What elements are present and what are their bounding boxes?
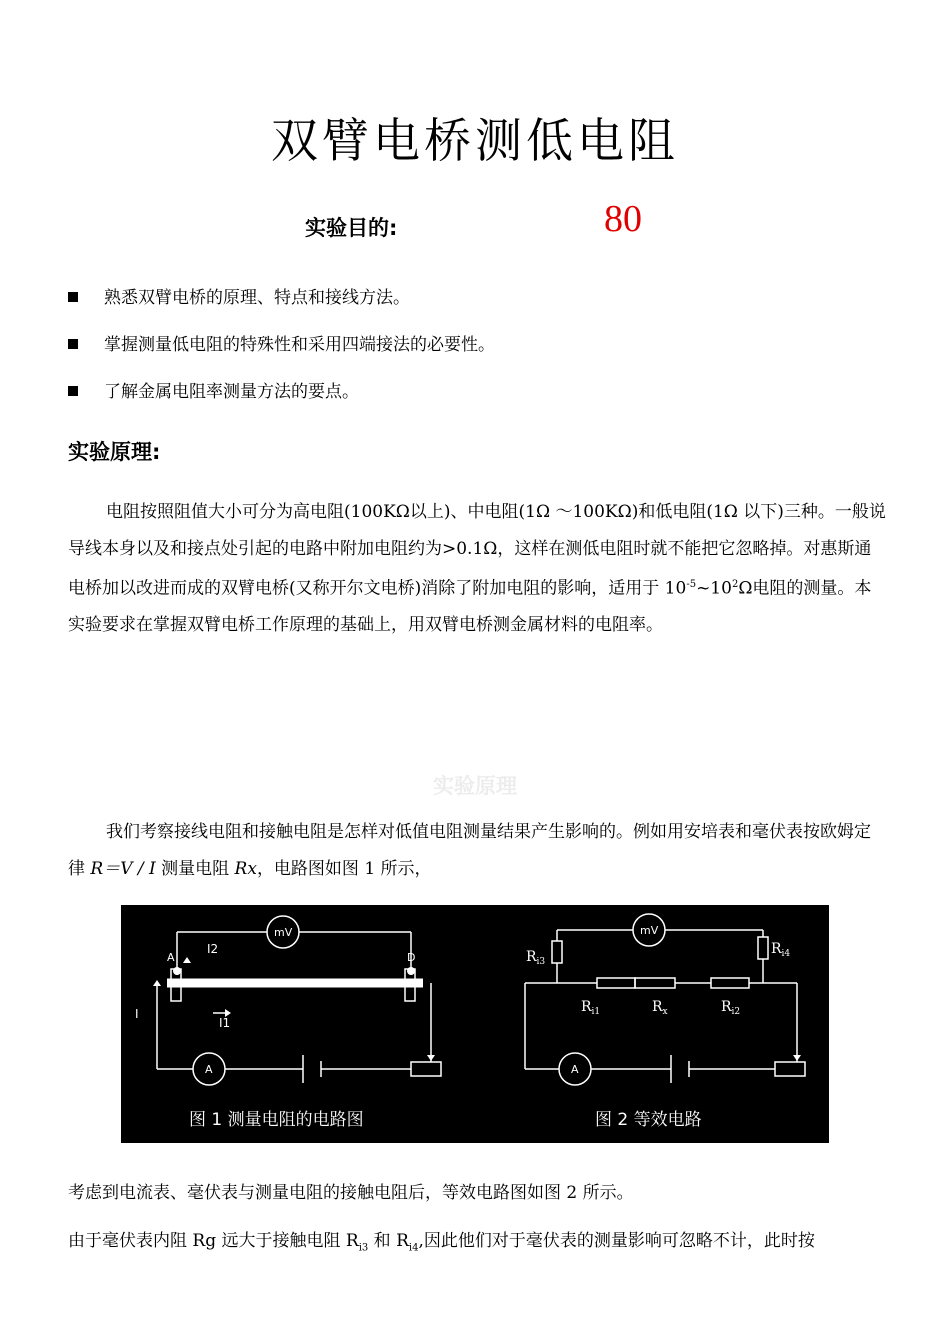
arrow-down-icon bbox=[427, 1055, 435, 1061]
objective-item: 掌握测量低电阻的特殊性和采用四端接法的必要性。 bbox=[68, 330, 495, 355]
rheostat-1 bbox=[411, 1062, 441, 1076]
current-i1-label: I1 bbox=[219, 1016, 231, 1030]
watermark-text: 实验原理 bbox=[433, 774, 517, 798]
objective-item: 熟悉双臂电桥的原理、特点和接线方法。 bbox=[68, 283, 410, 308]
contact-resistance-line: 由于毫伏表内阻 Rg 远大于接触电阻 $R_{i3}$ 和 $R_{i4}$,因此他们对于毫伏表的测量影响可忽略不计，此时按 bbox=[68, 1231, 815, 1254]
current-i-label: I bbox=[135, 1007, 139, 1021]
current-i2-label: I2 bbox=[207, 942, 219, 956]
ri1-label: $R_{i1}$ bbox=[581, 999, 601, 1017]
arrow-down-icon bbox=[793, 1055, 801, 1061]
ri3-label: $R_{i3}$ bbox=[526, 949, 546, 967]
mv-label-1: mV bbox=[274, 926, 293, 939]
rx-label: $R_x$ bbox=[652, 999, 668, 1017]
bullet-square-icon bbox=[68, 386, 78, 396]
purpose-heading: 实验目的: bbox=[305, 216, 398, 240]
circuit-figure bbox=[121, 905, 829, 1143]
node-dot bbox=[173, 967, 181, 975]
objective-item: 了解金属电阻率测量方法的要点。 bbox=[68, 377, 359, 402]
ri4-label: $R_{i4}$ bbox=[771, 941, 791, 959]
resistor-rx bbox=[635, 978, 675, 988]
figure-2-caption: 图 2 等效电路 bbox=[595, 1110, 702, 1130]
node-dot bbox=[407, 967, 415, 975]
resistor-ri2 bbox=[711, 978, 749, 988]
figure-1-caption: 图 1 测量电阻的电路图 bbox=[189, 1110, 364, 1130]
rheostat-2 bbox=[775, 1062, 805, 1076]
principle-heading: 实验原理: bbox=[68, 440, 161, 464]
arrow-up-icon bbox=[153, 980, 161, 986]
resistor-ri3 bbox=[552, 941, 562, 963]
mv-label-2: mV bbox=[640, 924, 659, 937]
node-d-label: D bbox=[407, 951, 416, 964]
bullet-square-icon bbox=[68, 292, 78, 302]
resistor-ri4 bbox=[758, 937, 768, 959]
circuit-diagram bbox=[121, 905, 829, 1143]
resistor-ri1 bbox=[597, 978, 635, 988]
arrow-up-icon bbox=[183, 957, 191, 963]
node-a-label: A bbox=[167, 951, 175, 964]
ohm-law-paragraph: 我们考察接线电阻和接触电阻是怎样对低值电阻测量结果产生影响的。例如用安培表和毫伏表按欧姆定律 R＝V / I 测量电阻 Rx，电路图如图 1 所示， bbox=[68, 822, 871, 879]
ri2-label: $R_{i2}$ bbox=[721, 999, 741, 1017]
equivalent-circuit-line: 考虑到电流表、毫伏表与测量电阻的接触电阻后，等效电路图如图 2 所示。 bbox=[68, 1183, 634, 1203]
ammeter-label-1: A bbox=[205, 1063, 213, 1076]
score-mark: 80 bbox=[604, 198, 642, 240]
ammeter-label-2: A bbox=[571, 1063, 579, 1076]
page-title: 双臂电桥测低电阻 bbox=[271, 114, 679, 169]
bullet-square-icon bbox=[68, 339, 78, 349]
intro-paragraph: 电阻按照阻值大小可分为高电阻(100KΩ以上)、中电阻(1Ω ～100KΩ)和低电阻(1Ω 以下)三种。一般说导线本身以及和接点处引起的电路中附加电阻约为>0.1Ω，这样在测低电阻时就不能把它忽略掉。对惠斯通电桥加以改进而成的双臂电桥(又称开尔文电桥)消除了附加电阻的影响，适用于 $10^{-5}\sim 10^2\Omega$电阻的测量。本实验要求在掌握双臂电桥工作原理的基础上，用双臂电桥测金属材料的电阻率。 bbox=[68, 502, 886, 636]
